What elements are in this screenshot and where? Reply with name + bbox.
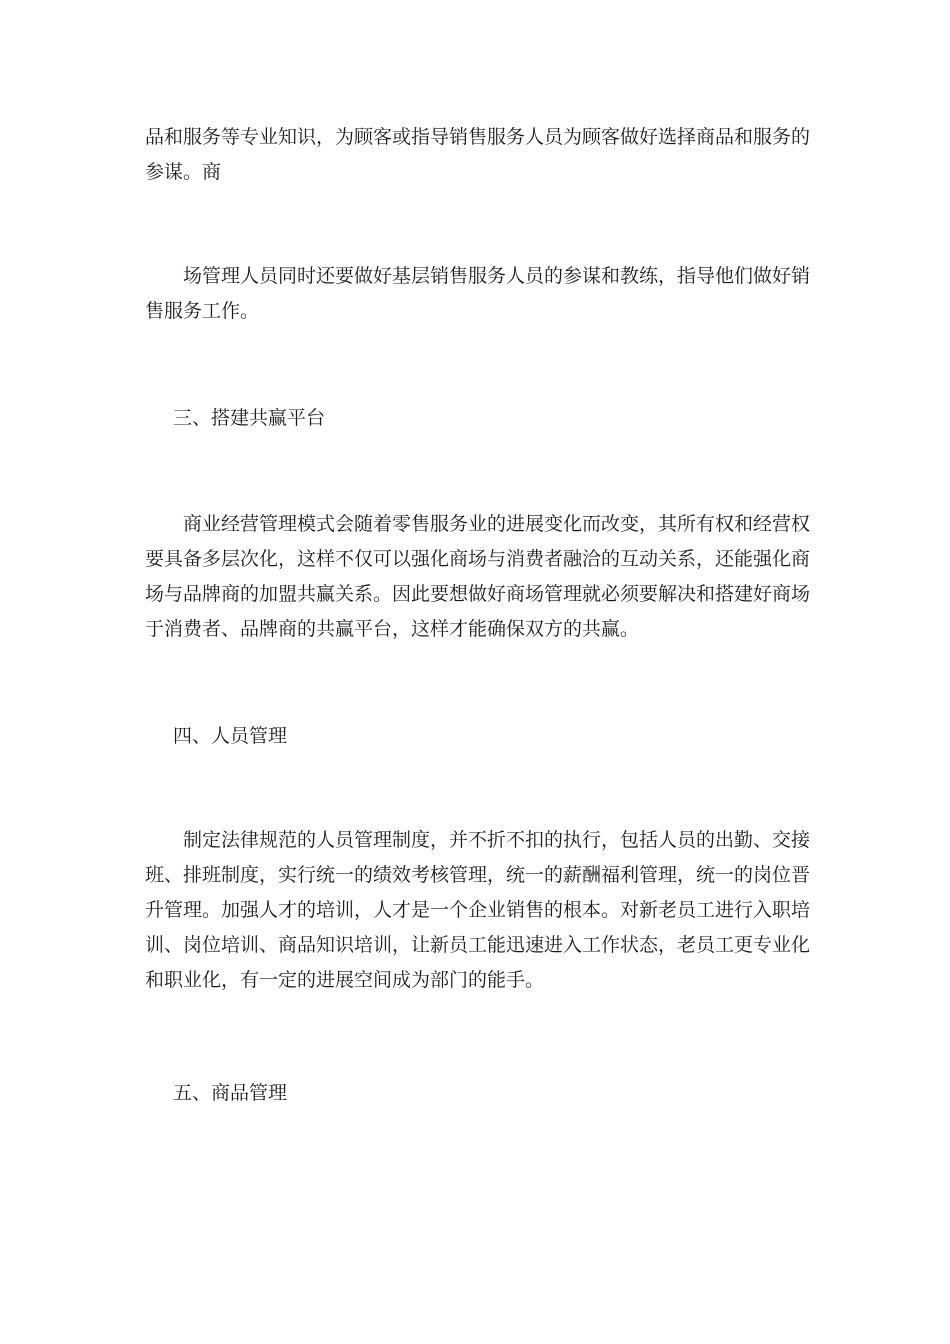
heading-personnel-management: 四、人员管理 (173, 725, 288, 747)
paragraph-business-model: 商业经营管理模式会随着零售服务业的进展变化而改变，其所有权和经营权要具备多层次化，这样不仅可以强化商场与消费者融洽的互动关系，还能强化商场与品牌商的加盟共赢关系。因此要想做好商场管理就必须要解决和搭建好商场于消费者、品牌商的共赢平台，这样才能确保双方的共赢。 (145, 513, 811, 640)
heading-win-win-platform: 三、搭建共赢平台 (173, 407, 326, 429)
paragraph-continued-expertise: 品和服务等专业知识，为顾客或指导销售服务人员为顾客做好选择商品和服务的参谋。商 (145, 126, 811, 183)
paragraph-personnel-rules: 制定法律规范的人员管理制度，并不折不扣的执行，包括人员的出勤、交接班、排班制度，实行统一的绩效考核管理，统一的薪酬福利管理，统一的岗位晋升管理。加强人才的培训，人才是一个企业销售的根本。对新老员工进行入职培训、岗位培训、商品知识培训，让新员工能迅速进入工作状态，老员工更专业化和职业化，有一定的进展空间成为部门的能手。 (145, 829, 811, 991)
heading-merchandise-management: 五、商品管理 (173, 1082, 288, 1104)
paragraph-staff-coaching: 场管理人员同时还要做好基层销售服务人员的参谋和教练，指导他们做好销售服务工作。 (145, 265, 811, 322)
